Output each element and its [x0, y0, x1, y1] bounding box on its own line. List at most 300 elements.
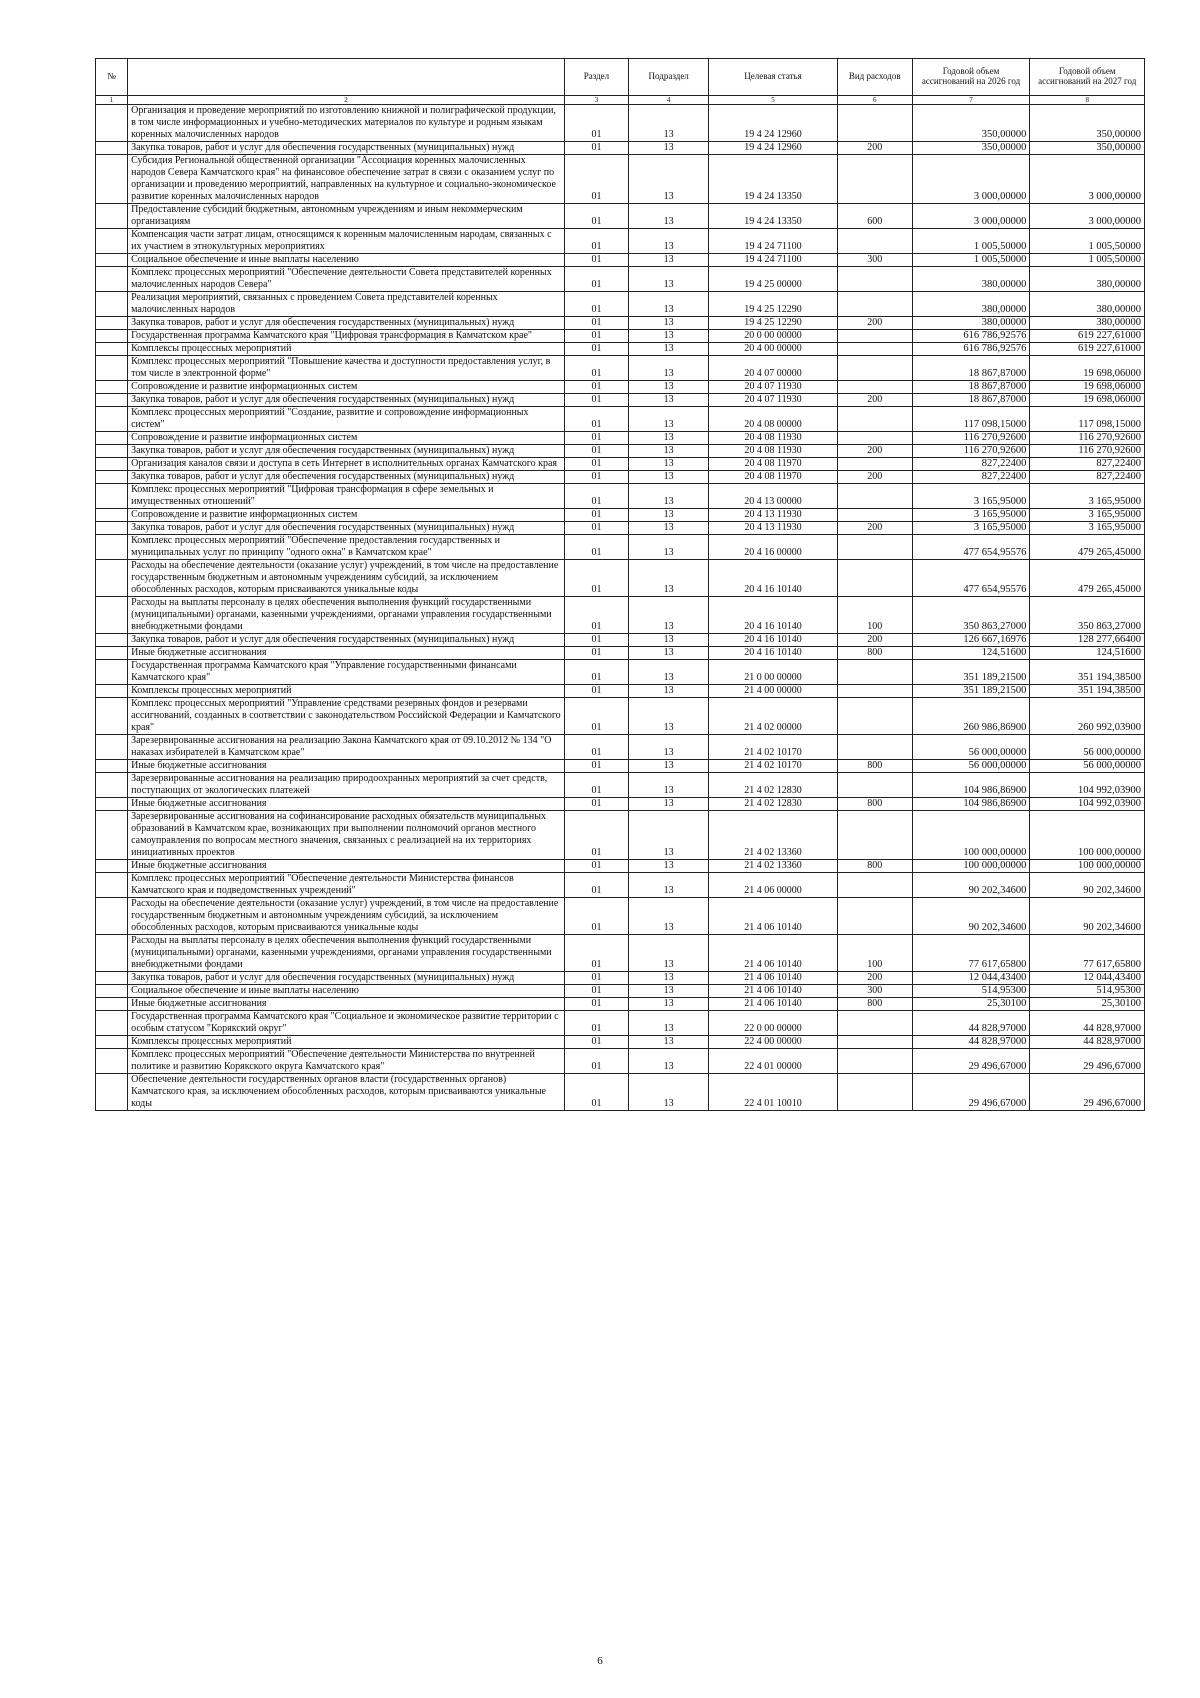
row-subsection: 13	[629, 873, 709, 898]
row-amount-2026: 350,00000	[912, 142, 1030, 155]
row-name: Иные бюджетные ассигнования	[128, 760, 565, 773]
row-target-article: 21 4 06 10140	[709, 998, 837, 1011]
row-amount-2026: 90 202,34600	[912, 873, 1030, 898]
row-subsection: 13	[629, 935, 709, 972]
row-name: Зарезервированные ассигнования на софинансирование расходных обязательств муниципальных образований в Камчатском крае, возникающих при выполнении полномочий органов местного самоуправления по вопросам местного значения, связанных с реализацией на их территориях инициативных проектов	[128, 811, 565, 860]
row-expense-type	[837, 685, 912, 698]
row-amount-2026: 12 044,43400	[912, 972, 1030, 985]
header-number: 2	[128, 96, 565, 105]
row-number	[96, 330, 128, 343]
header-number: 8	[1030, 96, 1145, 105]
row-amount-2027: 3 165,95000	[1030, 484, 1145, 509]
row-amount-2027: 260 992,03900	[1030, 698, 1145, 735]
row-name: Сопровождение и развитие информационных систем	[128, 432, 565, 445]
row-subsection: 13	[629, 634, 709, 647]
row-section: 01	[564, 898, 628, 935]
row-target-article: 21 4 06 10140	[709, 972, 837, 985]
header-number: 6	[837, 96, 912, 105]
row-amount-2027: 117 098,15000	[1030, 407, 1145, 432]
row-target-article: 19 4 24 12960	[709, 142, 837, 155]
row-amount-2026: 477 654,95576	[912, 560, 1030, 597]
row-name: Комплекс процессных мероприятий "Управление средствами резервных фондов и резервами ассигнований, созданных в соответствии с законодательством Российской Федерации и Камчатского края"	[128, 698, 565, 735]
row-number	[96, 394, 128, 407]
row-number	[96, 471, 128, 484]
row-expense-type	[837, 1074, 912, 1111]
table-row	[96, 898, 1145, 935]
row-amount-2027: 380,00000	[1030, 317, 1145, 330]
row-section: 01	[564, 254, 628, 267]
table-row	[96, 811, 1145, 860]
table-row	[96, 560, 1145, 597]
header-volume-2027: Годовой объем ассигнований на 2027 год	[1030, 59, 1145, 96]
header-number: 3	[564, 96, 628, 105]
row-section: 01	[564, 471, 628, 484]
row-subsection: 13	[629, 522, 709, 535]
row-number	[96, 1074, 128, 1111]
row-expense-type: 800	[837, 760, 912, 773]
row-subsection: 13	[629, 254, 709, 267]
table-row	[96, 1049, 1145, 1074]
row-amount-2026: 56 000,00000	[912, 735, 1030, 760]
row-subsection: 13	[629, 458, 709, 471]
row-amount-2026: 350 863,27000	[912, 597, 1030, 634]
row-subsection: 13	[629, 317, 709, 330]
row-number	[96, 509, 128, 522]
row-name: Закупка товаров, работ и услуг для обеспечения государственных (муниципальных) нужд	[128, 317, 565, 330]
row-subsection: 13	[629, 1074, 709, 1111]
row-amount-2027: 56 000,00000	[1030, 735, 1145, 760]
row-expense-type	[837, 105, 912, 142]
row-amount-2026: 117 098,15000	[912, 407, 1030, 432]
row-amount-2027: 380,00000	[1030, 292, 1145, 317]
header-name	[128, 59, 565, 96]
row-target-article: 20 4 00 00000	[709, 343, 837, 356]
row-expense-type: 800	[837, 998, 912, 1011]
row-subsection: 13	[629, 1011, 709, 1036]
row-name: Расходы на обеспечение деятельности (оказание услуг) учреждений, в том числе на предоставление государственным бюджетным и автономным учреждениям субсидий, за исключением обособленных расходов, которым присваиваются уникальные коды	[128, 560, 565, 597]
row-amount-2026: 25,30100	[912, 998, 1030, 1011]
row-subsection: 13	[629, 484, 709, 509]
row-section: 01	[564, 935, 628, 972]
table-row	[96, 698, 1145, 735]
row-amount-2026: 124,51600	[912, 647, 1030, 660]
row-expense-type: 800	[837, 647, 912, 660]
row-section: 01	[564, 394, 628, 407]
header-no: №	[96, 59, 128, 96]
budget-table	[95, 58, 1145, 1111]
row-name: Комплекс процессных мероприятий "Обеспечение деятельности Министерства финансов Камчатского края и подведомственных учреждений"	[128, 873, 565, 898]
row-expense-type	[837, 873, 912, 898]
row-expense-type	[837, 407, 912, 432]
row-amount-2026: 514,95300	[912, 985, 1030, 998]
row-amount-2027: 116 270,92600	[1030, 445, 1145, 458]
row-subsection: 13	[629, 292, 709, 317]
table-row	[96, 647, 1145, 660]
row-number	[96, 634, 128, 647]
row-name: Комплексы процессных мероприятий	[128, 1036, 565, 1049]
header-expense-type: Вид расходов	[837, 59, 912, 96]
row-expense-type	[837, 660, 912, 685]
row-amount-2027: 19 698,06000	[1030, 381, 1145, 394]
row-section: 01	[564, 634, 628, 647]
row-name: Иные бюджетные ассигнования	[128, 860, 565, 873]
row-subsection: 13	[629, 471, 709, 484]
row-subsection: 13	[629, 597, 709, 634]
row-subsection: 13	[629, 330, 709, 343]
row-amount-2026: 380,00000	[912, 267, 1030, 292]
table-row	[96, 445, 1145, 458]
row-subsection: 13	[629, 735, 709, 760]
row-subsection: 13	[629, 660, 709, 685]
row-name: Государственная программа Камчатского края "Управление государственными финансами Камчатского края"	[128, 660, 565, 685]
row-number	[96, 935, 128, 972]
row-number	[96, 760, 128, 773]
row-expense-type: 200	[837, 471, 912, 484]
row-number	[96, 317, 128, 330]
table-row	[96, 685, 1145, 698]
row-target-article: 20 4 07 00000	[709, 356, 837, 381]
row-amount-2027: 479 265,45000	[1030, 560, 1145, 597]
row-target-article: 20 4 13 00000	[709, 484, 837, 509]
table-row	[96, 597, 1145, 634]
row-subsection: 13	[629, 972, 709, 985]
row-section: 01	[564, 105, 628, 142]
row-target-article: 20 4 16 10140	[709, 597, 837, 634]
row-amount-2027: 25,30100	[1030, 998, 1145, 1011]
row-number	[96, 229, 128, 254]
row-name: Субсидия Региональной общественной организации "Ассоциация коренных малочисленных народов Севера Камчатского края" на финансовое обеспечение затрат в связи с оказанием услуг по организации и проведению мероприятий, направленных на культурное и социально-экономическое развитие коренных малочисленных народов	[128, 155, 565, 204]
row-name: Закупка товаров, работ и услуг для обеспечения государственных (муниципальных) нужд	[128, 522, 565, 535]
row-name: Государственная программа Камчатского края "Цифровая трансформация в Камчатском крае"	[128, 330, 565, 343]
row-amount-2027: 29 496,67000	[1030, 1074, 1145, 1111]
row-name: Социальное обеспечение и иные выплаты населению	[128, 985, 565, 998]
row-name: Комплекс процессных мероприятий "Повышение качества и доступности предоставления услуг, в том числе в электронной форме"	[128, 356, 565, 381]
row-name: Закупка товаров, работ и услуг для обеспечения государственных (муниципальных) нужд	[128, 445, 565, 458]
row-subsection: 13	[629, 560, 709, 597]
row-subsection: 13	[629, 343, 709, 356]
row-target-article: 21 4 02 13360	[709, 811, 837, 860]
row-amount-2027: 29 496,67000	[1030, 1049, 1145, 1074]
row-subsection: 13	[629, 509, 709, 522]
row-section: 01	[564, 317, 628, 330]
row-number	[96, 356, 128, 381]
row-section: 01	[564, 155, 628, 204]
row-amount-2027: 351 194,38500	[1030, 660, 1145, 685]
row-name: Организация и проведение мероприятий по изготовлению книжной и полиграфической продукции, в том числе информационных и учебно-методических материалов по культуре и родным языкам коренных малочисленных народов	[128, 105, 565, 142]
row-number	[96, 155, 128, 204]
row-number	[96, 458, 128, 471]
row-name: Расходы на выплаты персоналу в целях обеспечения выполнения функций государственными (муниципальными) органами, казенными учреждениями, органами управления государственными внебюджетными фондами	[128, 597, 565, 634]
table-row	[96, 860, 1145, 873]
row-amount-2027: 1 005,50000	[1030, 254, 1145, 267]
table-row	[96, 356, 1145, 381]
table-row	[96, 998, 1145, 1011]
table-row	[96, 432, 1145, 445]
row-target-article: 22 0 00 00000	[709, 1011, 837, 1036]
row-amount-2026: 260 986,86900	[912, 698, 1030, 735]
row-amount-2027: 3 000,00000	[1030, 204, 1145, 229]
budget-sheet	[95, 58, 1145, 1111]
row-section: 01	[564, 698, 628, 735]
row-number	[96, 254, 128, 267]
row-number	[96, 773, 128, 798]
row-amount-2027: 827,22400	[1030, 471, 1145, 484]
row-amount-2026: 616 786,92576	[912, 330, 1030, 343]
row-subsection: 13	[629, 898, 709, 935]
row-number	[96, 535, 128, 560]
row-section: 01	[564, 985, 628, 998]
row-section: 01	[564, 445, 628, 458]
row-expense-type	[837, 535, 912, 560]
row-amount-2026: 1 005,50000	[912, 254, 1030, 267]
row-section: 01	[564, 229, 628, 254]
header-section: Раздел	[564, 59, 628, 96]
row-name: Расходы на выплаты персоналу в целях обеспечения выполнения функций государственными (муниципальными) органами, казенными учреждениями, органами управления государственными внебюджетными фондами	[128, 935, 565, 972]
row-expense-type	[837, 155, 912, 204]
row-section: 01	[564, 142, 628, 155]
row-subsection: 13	[629, 105, 709, 142]
row-number	[96, 142, 128, 155]
row-number	[96, 811, 128, 860]
row-number	[96, 484, 128, 509]
row-expense-type	[837, 811, 912, 860]
row-expense-type: 800	[837, 860, 912, 873]
row-name: Закупка товаров, работ и услуг для обеспечения государственных (муниципальных) нужд	[128, 394, 565, 407]
row-amount-2027: 351 194,38500	[1030, 685, 1145, 698]
row-subsection: 13	[629, 860, 709, 873]
row-number	[96, 1049, 128, 1074]
row-amount-2027: 100 000,00000	[1030, 860, 1145, 873]
header-row	[96, 59, 1145, 96]
row-amount-2026: 380,00000	[912, 292, 1030, 317]
row-amount-2026: 827,22400	[912, 458, 1030, 471]
header-volume-2026: Годовой объем ассигнований на 2026 год	[912, 59, 1030, 96]
row-amount-2026: 3 000,00000	[912, 155, 1030, 204]
row-amount-2027: 90 202,34600	[1030, 873, 1145, 898]
row-name: Обеспечение деятельности государственных органов власти (государственных органов) Камчатского края, за исключением обособленных расходов, которым присваиваются уникальные коды	[128, 1074, 565, 1111]
row-amount-2027: 350,00000	[1030, 142, 1145, 155]
row-target-article: 20 4 16 10140	[709, 560, 837, 597]
row-section: 01	[564, 343, 628, 356]
row-section: 01	[564, 381, 628, 394]
row-section: 01	[564, 647, 628, 660]
row-amount-2026: 350,00000	[912, 105, 1030, 142]
row-target-article: 20 4 07 11930	[709, 381, 837, 394]
row-subsection: 13	[629, 1036, 709, 1049]
row-name: Зарезервированные ассигнования на реализацию Закона Камчатского края от 09.10.2012 № 134 "О наказах избирателей в Камчатском крае"	[128, 735, 565, 760]
row-subsection: 13	[629, 407, 709, 432]
row-expense-type	[837, 898, 912, 935]
table-row	[96, 660, 1145, 685]
row-target-article: 19 4 24 71100	[709, 229, 837, 254]
row-number	[96, 597, 128, 634]
row-amount-2027: 19 698,06000	[1030, 394, 1145, 407]
row-number	[96, 267, 128, 292]
row-number	[96, 560, 128, 597]
row-target-article: 21 4 06 10140	[709, 935, 837, 972]
row-section: 01	[564, 267, 628, 292]
row-number	[96, 698, 128, 735]
row-amount-2026: 104 986,86900	[912, 773, 1030, 798]
row-amount-2026: 1 005,50000	[912, 229, 1030, 254]
row-amount-2026: 56 000,00000	[912, 760, 1030, 773]
row-target-article: 20 4 13 11930	[709, 522, 837, 535]
row-subsection: 13	[629, 155, 709, 204]
row-section: 01	[564, 735, 628, 760]
row-amount-2026: 116 270,92600	[912, 445, 1030, 458]
row-amount-2026: 44 828,97000	[912, 1036, 1030, 1049]
table-row	[96, 873, 1145, 898]
row-target-article: 20 4 07 11930	[709, 394, 837, 407]
row-target-article: 22 4 01 00000	[709, 1049, 837, 1074]
row-amount-2026: 18 867,87000	[912, 356, 1030, 381]
table-row	[96, 292, 1145, 317]
row-expense-type: 100	[837, 935, 912, 972]
table-row	[96, 254, 1145, 267]
row-amount-2026: 29 496,67000	[912, 1074, 1030, 1111]
row-section: 01	[564, 860, 628, 873]
row-target-article: 21 4 02 10170	[709, 760, 837, 773]
row-amount-2027: 124,51600	[1030, 647, 1145, 660]
row-name: Комплекс процессных мероприятий "Обеспечение предоставления государственных и муниципальных услуг по принципу "одного окна" в Камчатском крае"	[128, 535, 565, 560]
row-number	[96, 985, 128, 998]
row-section: 01	[564, 873, 628, 898]
row-number	[96, 204, 128, 229]
row-section: 01	[564, 407, 628, 432]
row-amount-2027: 619 227,61000	[1030, 330, 1145, 343]
row-amount-2027: 116 270,92600	[1030, 432, 1145, 445]
table-body	[96, 105, 1145, 1111]
row-subsection: 13	[629, 985, 709, 998]
row-target-article: 19 4 24 13350	[709, 204, 837, 229]
row-section: 01	[564, 685, 628, 698]
row-section: 01	[564, 660, 628, 685]
header-number: 7	[912, 96, 1030, 105]
row-number	[96, 105, 128, 142]
row-expense-type	[837, 432, 912, 445]
row-section: 01	[564, 330, 628, 343]
row-amount-2027: 56 000,00000	[1030, 760, 1145, 773]
row-subsection: 13	[629, 798, 709, 811]
row-section: 01	[564, 509, 628, 522]
row-subsection: 13	[629, 445, 709, 458]
row-expense-type	[837, 1036, 912, 1049]
table-row	[96, 343, 1145, 356]
row-amount-2026: 18 867,87000	[912, 394, 1030, 407]
row-name: Предоставление субсидий бюджетным, автономным учреждениям и иным некоммерческим организациям	[128, 204, 565, 229]
table-row	[96, 634, 1145, 647]
row-amount-2026: 616 786,92576	[912, 343, 1030, 356]
row-target-article: 19 4 25 00000	[709, 267, 837, 292]
row-amount-2027: 479 265,45000	[1030, 535, 1145, 560]
row-target-article: 20 4 08 00000	[709, 407, 837, 432]
row-subsection: 13	[629, 229, 709, 254]
row-subsection: 13	[629, 760, 709, 773]
row-name: Сопровождение и развитие информационных систем	[128, 509, 565, 522]
row-section: 01	[564, 484, 628, 509]
row-expense-type	[837, 1011, 912, 1036]
row-number	[96, 647, 128, 660]
row-amount-2027: 1 005,50000	[1030, 229, 1145, 254]
table-row	[96, 267, 1145, 292]
row-target-article: 19 4 24 13350	[709, 155, 837, 204]
row-section: 01	[564, 356, 628, 381]
row-target-article: 22 4 00 00000	[709, 1036, 837, 1049]
row-amount-2027: 350 863,27000	[1030, 597, 1145, 634]
table-row	[96, 484, 1145, 509]
row-subsection: 13	[629, 647, 709, 660]
header-number: 4	[629, 96, 709, 105]
table-row	[96, 522, 1145, 535]
row-section: 01	[564, 458, 628, 471]
table-row	[96, 407, 1145, 432]
row-section: 01	[564, 811, 628, 860]
row-section: 01	[564, 597, 628, 634]
table-row	[96, 394, 1145, 407]
row-number	[96, 343, 128, 356]
row-target-article: 21 4 02 12830	[709, 773, 837, 798]
row-target-article: 21 4 06 10140	[709, 985, 837, 998]
row-expense-type	[837, 229, 912, 254]
row-amount-2027: 3 000,00000	[1030, 155, 1145, 204]
row-amount-2027: 380,00000	[1030, 267, 1145, 292]
row-expense-type	[837, 292, 912, 317]
header-number-row	[96, 96, 1145, 105]
row-target-article: 20 4 16 10140	[709, 647, 837, 660]
row-amount-2026: 3 165,95000	[912, 484, 1030, 509]
row-name: Комплекс процессных мероприятий "Обеспечение деятельности Совета представителей коренных малочисленных народов Севера"	[128, 267, 565, 292]
row-number	[96, 1011, 128, 1036]
row-target-article: 21 4 02 13360	[709, 860, 837, 873]
row-amount-2027: 90 202,34600	[1030, 898, 1145, 935]
row-expense-type	[837, 343, 912, 356]
row-amount-2027: 128 277,66400	[1030, 634, 1145, 647]
row-expense-type: 600	[837, 204, 912, 229]
row-amount-2026: 100 000,00000	[912, 811, 1030, 860]
row-expense-type: 200	[837, 445, 912, 458]
row-section: 01	[564, 292, 628, 317]
row-name: Комплекс процессных мероприятий "Создание, развитие и сопровождение информационных систем"	[128, 407, 565, 432]
row-section: 01	[564, 432, 628, 445]
row-target-article: 20 4 08 11930	[709, 445, 837, 458]
row-subsection: 13	[629, 811, 709, 860]
row-subsection: 13	[629, 142, 709, 155]
row-amount-2026: 126 667,16976	[912, 634, 1030, 647]
row-amount-2026: 827,22400	[912, 471, 1030, 484]
table-row	[96, 1036, 1145, 1049]
row-amount-2027: 12 044,43400	[1030, 972, 1145, 985]
header-subsection: Подраздел	[629, 59, 709, 96]
table-row	[96, 1011, 1145, 1036]
row-amount-2027: 104 992,03900	[1030, 798, 1145, 811]
row-expense-type	[837, 509, 912, 522]
table-row	[96, 204, 1145, 229]
row-expense-type: 200	[837, 634, 912, 647]
row-amount-2027: 350,00000	[1030, 105, 1145, 142]
page-number: 6	[597, 1655, 603, 1667]
table-row	[96, 935, 1145, 972]
row-subsection: 13	[629, 685, 709, 698]
row-section: 01	[564, 1049, 628, 1074]
row-target-article: 21 4 02 00000	[709, 698, 837, 735]
row-target-article: 20 4 08 11970	[709, 458, 837, 471]
row-name: Комплексы процессных мероприятий	[128, 343, 565, 356]
row-amount-2027: 3 165,95000	[1030, 522, 1145, 535]
row-name: Комплекс процессных мероприятий "Цифровая трансформация в сфере земельных и имущественных отношений"	[128, 484, 565, 509]
row-expense-type	[837, 381, 912, 394]
row-target-article: 20 4 13 11930	[709, 509, 837, 522]
row-expense-type	[837, 458, 912, 471]
